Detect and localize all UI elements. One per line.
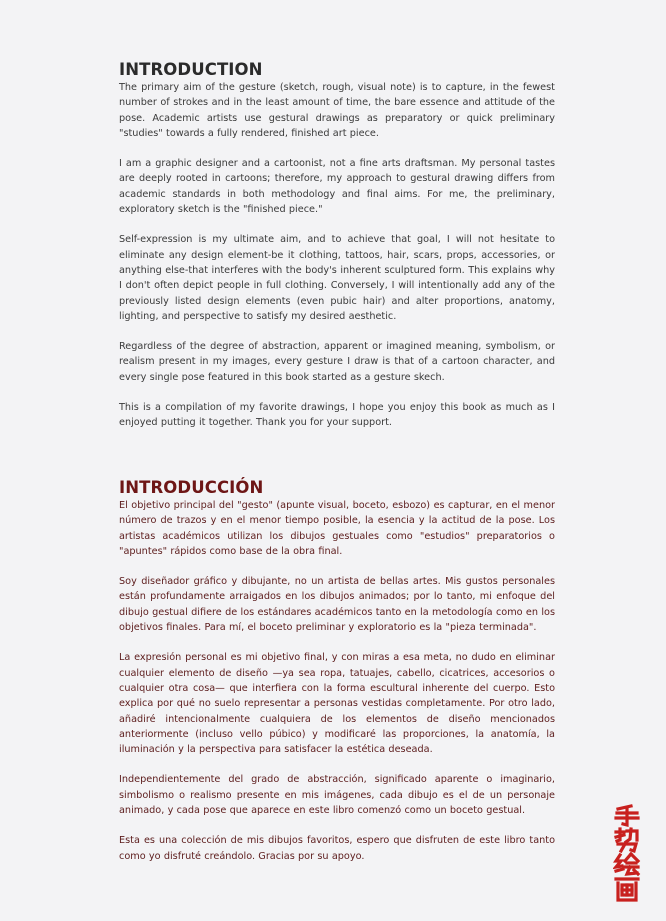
english-section [119, 60, 555, 431]
english-paragraph-3: Self-expression is my ultimate aim, and to achieve that goal, I will not hesitate to eliminate any design element-be it clothing, tattoos, hair, scars, props, accessories, or anything else-that interferes with the body's inherent sculptured form. This explains why I don't often depict people in full clothing. Conversely, I will intentionally add any of the previously listed design elements (even pubic hair) and alter proportions, anatomy, lighting, and perspective to satisfy my desired aesthetic. [119, 234, 555, 322]
spanish-title: INTRODUCCIÓN [119, 478, 264, 497]
english-paragraph-5: This is a compilation of my favorite drawings, I hope you enjoy this book as much as I enjoyed putting it together. Thank you for your support. [119, 402, 555, 429]
spanish-section [119, 478, 555, 864]
spanish-paragraph-3: La expresión personal es mi objetivo final, y con miras a esa meta, no dudo en eliminar cualquier elemento de diseño —ya sea ropa, tatuajes, cabello, cicatrices, accesorios o cualquier otra cosa— que interfiera con la forma escultural inherente del cuerpo. Esto explica por qué no suelo representar a personas vestidas completamente. Por otro lado, añadiré intencionalmente cualquiera de los elementos de diseño mencionados anteriormente (incluso vello púbico) y modificaré las proporciones, la anatomía, la iluminación y la perspectiva para satisfacer la estética deseada. [119, 652, 555, 756]
spanish-paragraph-4: Independientemente del grado de abstracción, significado aparente o imaginario, simbolismo o realismo presente en mis imágenes, cada dibujo es el de un personaje animado, y cada pose que aparece en este libro comenzó como un boceto gestual. [119, 774, 555, 817]
spanish-paragraph-5: Esta es una colección de mis dibujos favoritos, espero que disfruten de este libro tanto como yo disfruté creándolo. Gracias por su apoyo. [119, 835, 555, 862]
spanish-paragraph-2: Soy diseñador gráfico y dibujante, no un artista de bellas artes. Mis gustos personales están profundamente arraigados en los dibujos animados; por lo tanto, mi enfoque del dibujo gestual difiere de los estándares académicos tanto en la metodología como en los objetivos finales. Para mí, el boceto preliminar y exploratorio es la "pieza terminada". [119, 576, 555, 634]
english-paragraph-2: I am a graphic designer and a cartoonist, not a fine arts draftsman. My personal tastes are deeply rooted in cartoons; therefore, my approach to gestural drawing differs from academic standards in both methodology and final aims. For me, the preliminary, exploratory sketch is the "finished piece." [119, 158, 555, 216]
english-title: INTRODUCTION [119, 60, 263, 79]
english-paragraph-1: The primary aim of the gesture (sketch, rough, visual note) is to capture, in the fewest number of strokes and in the least amount of time, the bare essence and attitude of the pose. Academic artists use gestural drawings as preparatory or quick preliminary "studies" towards a fully rendered, finished art piece. [119, 82, 555, 139]
book-logo-icon [613, 803, 641, 903]
spanish-paragraph-1: El objetivo principal del "gesto" (apunte visual, boceto, esbozo) es capturar, en el menor número de trazos y en el menor tiempo posible, la esencia y la actitud de la pose. Los artistas académicos utilizan los dibujos gestuales como "estudios" preparatorios o "apuntes" rápidos como base de la obra final. [119, 500, 555, 557]
english-paragraph-4: Regardless of the degree of abstraction, apparent or imagined meaning, symbolism, or realism present in my images, every gesture I draw is that of a cartoon character, and every single pose featured in this book started as a gesture skech. [119, 341, 555, 383]
